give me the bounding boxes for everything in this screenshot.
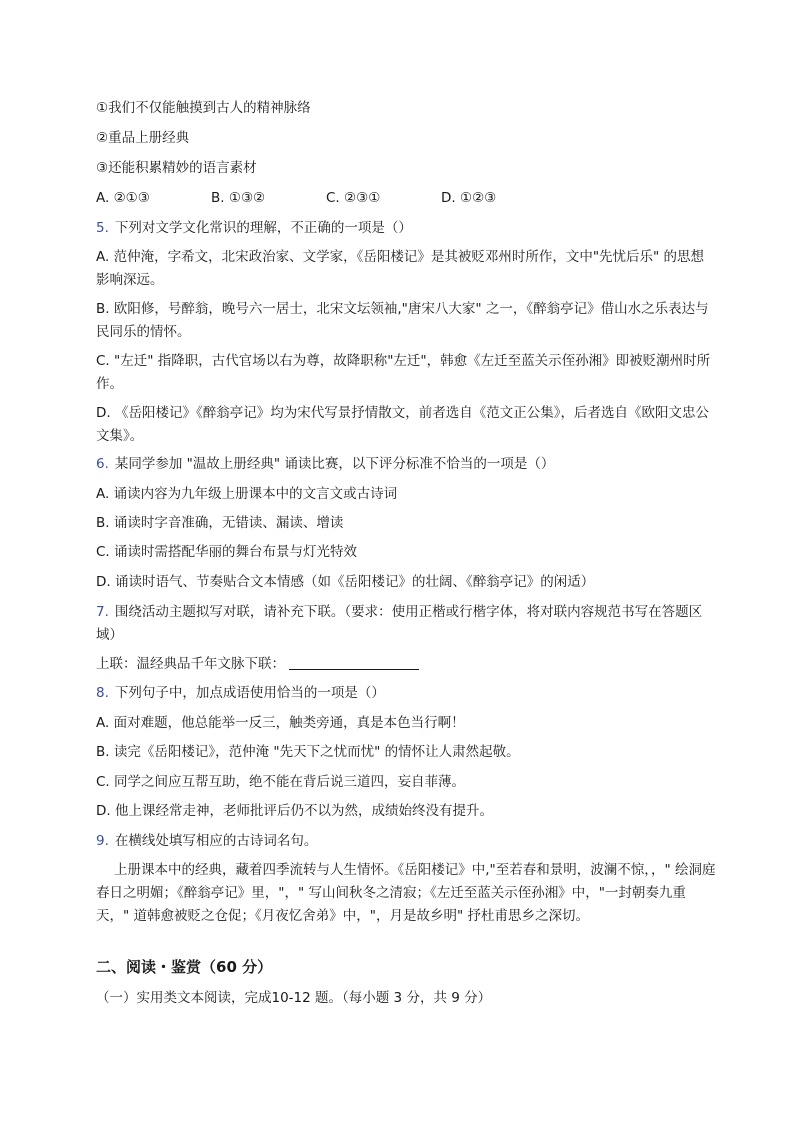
- q7-couplet: [96, 654, 716, 674]
- q4-option-b: B. ①③②: [211, 190, 266, 206]
- q6-option-c: C. 诵读时需搭配华丽的舞台布景与灯光特效: [96, 544, 358, 560]
- line-1: ①我们不仅能触摸到古人的精神脉络: [96, 100, 311, 116]
- q9-number: 9.: [96, 833, 109, 849]
- q8-option-c: C. 同学之间应互帮互助，绝不能在背后说三道四，妄自菲薄。: [96, 774, 466, 790]
- q8-option-a: A. 面对难题，他总能举一反三，触类旁通，真是本色当行啊！: [96, 715, 465, 731]
- q7-stem-text: 围绕活动主题拟写对联，请补充下联。（要求：使用正楷或行楷字体，将对联内容规范书写在答题区域）: [96, 604, 703, 643]
- line-2: ②重品上册经典: [96, 130, 190, 146]
- q4-option-d: D. ①②③: [441, 190, 497, 206]
- q6-stem: [96, 454, 716, 474]
- q9-stem: [96, 831, 716, 851]
- q4-options: [96, 188, 556, 208]
- q6-option-d: D. 诵读时语气、节奏贴合文本情感（如《岳阳楼记》的壮阔、《醉翁亭记》的闲适）: [96, 574, 595, 590]
- q9-paragraph: 上册课本中的经典，藏着四季流转与人生情怀。《岳阳楼记》中,"至若春和景明，波澜不惊，，" 绘洞庭春日之明媚；《醉翁亭记》里，"，" 写山间秋冬之清寂；《左迁至蓝关示侄孙湘》中，"一封朝奏九重天，" 道韩愈被贬之仓促；《月夜忆舍弟》中，"，月是故乡明" 抒杜甫思乡之深切。: [96, 862, 716, 924]
- q8-number: 8.: [96, 685, 109, 701]
- q7-couplet-text: 上联：温经典品千年文脉下联：: [96, 656, 285, 672]
- q9-stem-text: 在横线处填写相应的古诗词名句。: [114, 833, 318, 849]
- q4-option-a: A. ②①③: [96, 190, 150, 206]
- q7-number: 7.: [96, 604, 109, 620]
- section-title: 二、阅读・鉴赏（60 分）: [96, 958, 273, 976]
- q5-option-d: D. 《岳阳楼记》《醉翁亭记》均为宋代写景抒情散文，前者选自《范文正公集》，后者选自《欧阳文忠公文集》。: [96, 405, 709, 444]
- q4-option-c: C. ②③①: [326, 190, 381, 206]
- q7-stem: [96, 601, 716, 647]
- q5-option-a: A. 范仲淹，字希文，北宋政治家、文学家，《岳阳楼记》是其被贬邓州时所作，文中"先忧后乐" 的思想影响深远。: [96, 249, 705, 288]
- q6-stem-text: 某同学参加 "温故上册经典" 诵读比赛，以下评分标准不恰当的一项是（）: [114, 456, 555, 472]
- q5-stem: [96, 218, 716, 238]
- q5-option-c: C. "左迁" 指降职，古代官场以右为尊，故降职称"左迁"，韩愈《左迁至蓝关示侄孙湘》即被贬潮州时所作。: [96, 353, 711, 392]
- q8-option-b: B. 读完《岳阳楼记》，范仲淹 "先天下之忧而忧" 的情怀让人肃然起敬。: [96, 744, 520, 760]
- q5-stem-text: 下列对文学文化常识的理解，不正确的一项是（）: [114, 220, 412, 236]
- q8-option-d: D. 他上课经常走神，老师批评后仍不以为然，成绩始终没有提升。: [96, 803, 493, 819]
- q6-option-b: B. 诵读时字音准确，无错读、漏读、增读: [96, 515, 344, 531]
- q5-number: 5.: [96, 220, 109, 236]
- answer-blank[interactable]: [289, 655, 419, 670]
- line-3: ③还能积累精妙的语言素材: [96, 160, 257, 176]
- q8-stem-text: 下列句子中，加点成语使用恰当的一项是（）: [114, 685, 385, 701]
- q6-number: 6.: [96, 456, 109, 472]
- q8-stem: [96, 683, 716, 703]
- q5-option-b: B. 欧阳修，号醉翁，晚号六一居士，北宋文坛领袖,"唐宋八大家" 之一，《醉翁亭记》借山水之乐表达与民同乐的情怀。: [96, 301, 709, 340]
- section-subtitle: （一）实用类文本阅读，完成10-12 题。（每小题 3 分，共 9 分）: [96, 990, 492, 1006]
- q6-option-a: A. 诵读内容为九年级上册课本中的文言文或古诗词: [96, 486, 398, 502]
